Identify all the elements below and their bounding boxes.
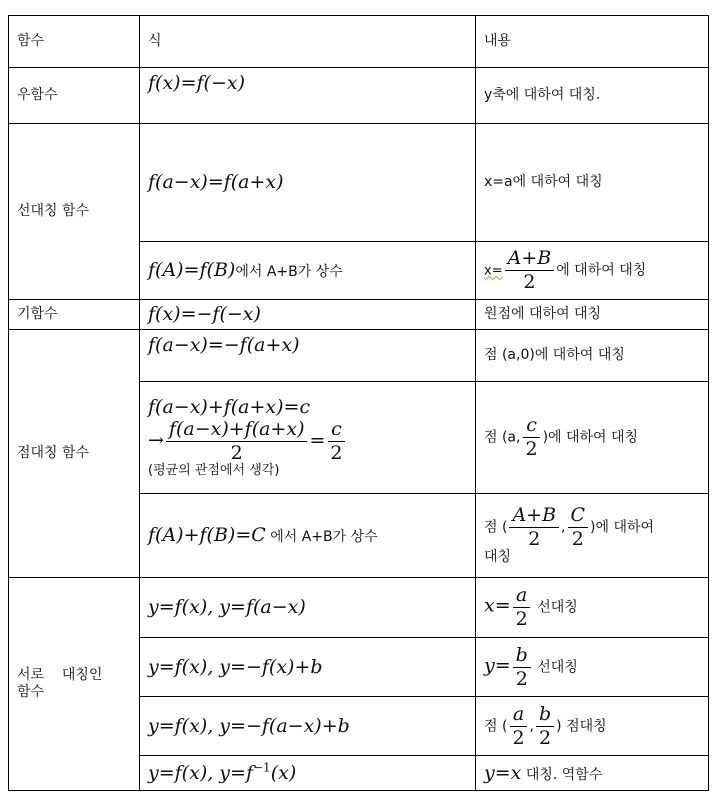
fraction-denominator: 2 [539, 726, 552, 749]
mutual-desc-1-suffix: 선대칭 [537, 599, 578, 616]
mutual-formula-4 [148, 762, 296, 784]
arrow-icon: → [148, 429, 164, 452]
fraction-denominator: 2 [515, 667, 528, 690]
mutual-desc-3-fraction-1 [509, 704, 527, 749]
point-sym-desc-1: 점 (a,0)에 대하여 대칭 [476, 330, 709, 382]
odd-formula: f(x)=−f(−x) [148, 303, 261, 326]
fraction-numerator: b [536, 704, 554, 727]
point-sym-desc-2-fraction [522, 415, 540, 460]
fraction-numerator: c [523, 415, 540, 438]
mutual-desc-2-suffix: 선대칭 [537, 659, 578, 675]
fraction-numerator: C [568, 505, 589, 528]
fraction-denominator: 2 [230, 441, 243, 464]
even-row [9, 68, 709, 124]
line-sym-formula-2-suffix: 에서 A+B가 상수 [235, 264, 343, 281]
fraction-numerator: c [328, 419, 345, 442]
even-desc: y축에 대하여 대칭. [476, 68, 709, 124]
odd-row [9, 300, 709, 330]
mutual-row-1 [9, 578, 709, 638]
mutual-formula-4-tail: (x) [270, 762, 297, 785]
fraction-denominator: 2 [523, 271, 536, 293]
rhs-fraction [327, 419, 345, 464]
mutual-desc-1-prefix: x= [484, 594, 511, 617]
point-sym-formula-3: f(A)+f(B)=C [148, 524, 266, 547]
mutual-desc-2-fraction [513, 645, 531, 690]
mutual-desc-3-prefix: 점 ( [484, 718, 508, 734]
line-sym-formula-2: f(A)=f(B) [148, 259, 236, 282]
line-sym-desc-2-suffix: 에 대하여 대칭 [556, 262, 647, 279]
odd-name: 기함수 [9, 300, 140, 330]
line-sym-row-1 [9, 124, 709, 242]
line-sym-name: 선대칭 함수 [9, 124, 140, 300]
point-sym-desc-2-prefix: 점 (a, [484, 429, 521, 446]
mutual-formula-4-head: y=f(x), y=f [148, 762, 253, 785]
fraction-numerator: b [513, 645, 531, 668]
equals-sign: = [309, 429, 326, 452]
fraction-numerator: f(a−x)+f(a+x) [166, 419, 308, 442]
mean-fraction [166, 419, 308, 464]
point-sym-formula-2-line1: f(a−x)+f(a+x)=c [148, 395, 311, 418]
mutual-formula-3: y=f(x), y=−f(a−x)+b [148, 714, 350, 737]
point-sym-row-1 [9, 330, 709, 382]
point-sym-desc-2-suffix: )에 대하여 대칭 [542, 429, 639, 446]
mutual-desc-4-text: 대칭. 역함수 [525, 766, 603, 783]
mutual-desc-4-math: y=x [484, 761, 522, 784]
point-sym-formula-3-suffix: 에서 A+B가 상수 [270, 529, 378, 546]
even-name: 우함수 [9, 68, 140, 124]
mutual-desc-3-fraction-2 [536, 704, 554, 749]
even-formula: f(x)=f(−x) [148, 72, 245, 94]
line-sym-formula-1: f(a−x)=f(a+x) [148, 171, 284, 194]
header-row [9, 16, 709, 68]
mutual-desc-3-suffix: ) 점대칭 [556, 718, 607, 734]
point-sym-desc-3-fraction-2 [568, 505, 589, 550]
point-sym-desc-3-prefix: 점 ( [484, 519, 508, 536]
mutual-name-line2: 함수 [17, 684, 45, 700]
line-sym-desc-1: x=a에 대하여 대칭 [476, 124, 709, 242]
mutual-formula-2: y=f(x), y=−f(x)+b [148, 655, 323, 678]
comma: , [529, 718, 534, 734]
mutual-desc-2-prefix: y= [484, 654, 511, 676]
point-sym-desc-3-fraction-1 [509, 505, 559, 550]
line-sym-desc-2-prefix: x= [484, 263, 503, 279]
header-function: 함수 [9, 16, 140, 68]
point-sym-formula-2-line2 [148, 419, 467, 464]
fraction-numerator: a [510, 704, 527, 727]
comma: , [561, 519, 566, 536]
fraction-numerator: A+B [505, 248, 555, 271]
point-sym-desc-3-line2: 대칭 [484, 549, 512, 566]
header-formula: 식 [140, 16, 476, 68]
point-sym-formula-1: f(a−x)=−f(a+x) [148, 334, 300, 356]
odd-desc: 원점에 대하여 대칭 [476, 300, 709, 330]
symmetry-table [8, 15, 709, 791]
point-sym-name: 점대칭 함수 [9, 330, 140, 578]
fraction-numerator: a [513, 585, 530, 608]
fraction-denominator: 2 [528, 527, 541, 550]
fraction-numerator: A+B [509, 505, 559, 528]
inverse-superscript: −1 [253, 760, 271, 775]
mutual-desc-1-fraction [513, 585, 531, 630]
mutual-name-line1: 서로 대칭인 [17, 667, 103, 684]
fraction-denominator: 2 [512, 726, 525, 749]
fraction-denominator: 2 [515, 608, 528, 630]
fraction-denominator: 2 [330, 441, 343, 464]
mutual-formula-1: y=f(x), y=f(a−x) [148, 596, 306, 619]
header-content: 내용 [476, 16, 709, 68]
fraction-denominator: 2 [525, 438, 538, 460]
point-sym-desc-3-suffix: )에 대하여 [590, 519, 655, 536]
line-sym-desc-2-fraction [505, 248, 555, 293]
fraction-denominator: 2 [571, 527, 584, 550]
point-sym-note: (평균의 관점에서 생각) [148, 463, 280, 479]
